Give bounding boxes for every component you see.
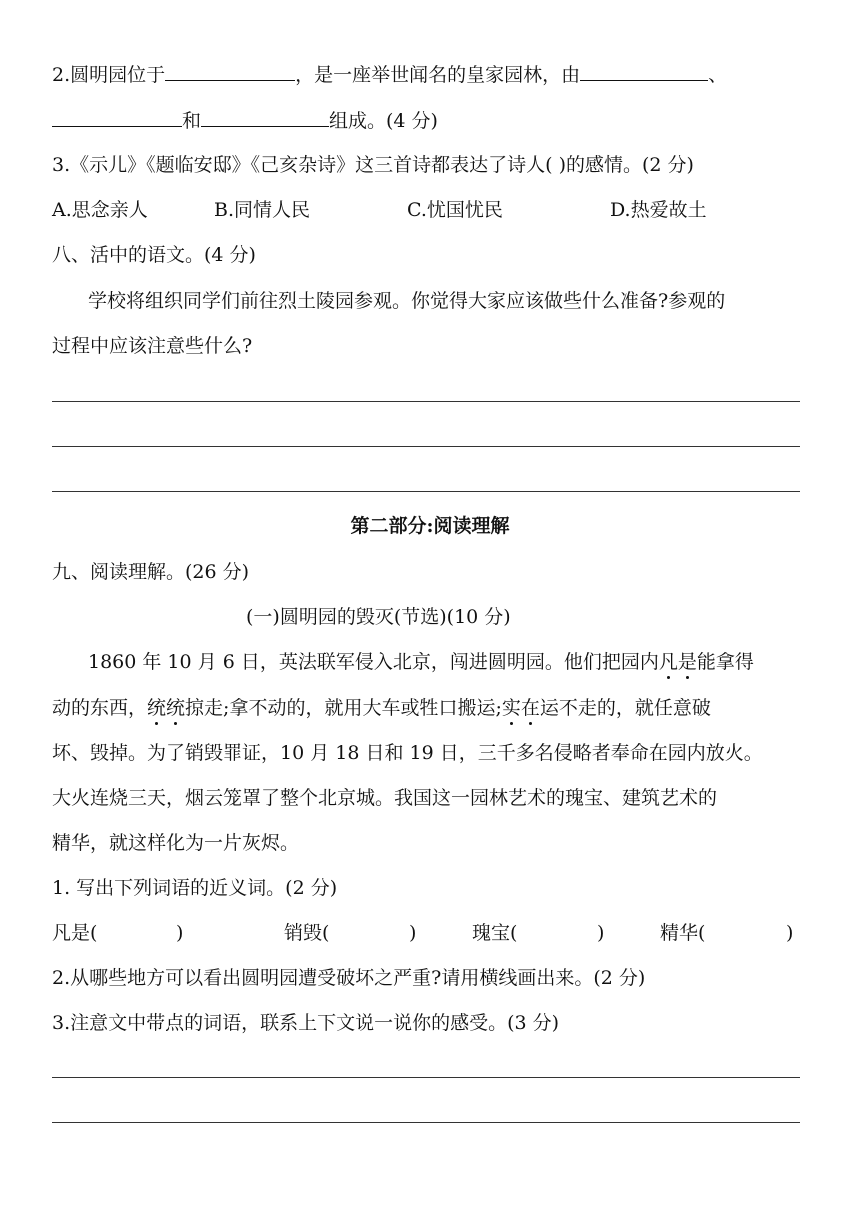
dotted-char: 统 xyxy=(147,697,167,719)
passage-text: 1860 年 10 月 6 日，英法联军侵入北京，闯进圆明园。他们把园内 xyxy=(88,651,659,673)
passage-text: 动的东西， xyxy=(52,697,148,719)
dotted-char: 在 xyxy=(520,697,540,719)
q2-text-3: 、 xyxy=(708,64,728,86)
synonym-close-3: ) xyxy=(597,922,605,944)
q3-option-c[interactable]: C.忧国忧民 xyxy=(407,199,503,221)
answer-blank-location[interactable] xyxy=(165,62,295,81)
q3-reading-question: 3.注意文中带点的词语，联系上下文说一说你的感受。(3 分) xyxy=(52,1012,560,1034)
q2-text-2: ，是一座举世闻名的皇家园林，由 xyxy=(295,64,581,86)
answer-blank-component-3[interactable] xyxy=(201,108,329,127)
part2-title: 第二部分:阅读理解 xyxy=(350,515,510,537)
passage-text: 运不走的，就任意破 xyxy=(539,697,711,719)
answer-blank-component-1[interactable] xyxy=(580,62,708,81)
passage-line-1 xyxy=(88,650,754,674)
dotted-char: 凡 xyxy=(658,651,678,673)
passage-title: (一)圆明园的毁灭(节选)(10 分) xyxy=(246,606,511,628)
dotted-char: 实 xyxy=(501,697,521,719)
synonym-word-2: 销毁( xyxy=(284,922,330,944)
passage-text: 能拿得 xyxy=(696,651,754,673)
q2-text-4: 和 xyxy=(182,110,202,132)
answer-line-3[interactable] xyxy=(52,491,800,492)
q2-text-5: 组成。(4 分) xyxy=(329,110,438,132)
q2-line1 xyxy=(52,62,727,87)
q2-text-1: 2.圆明园位于 xyxy=(52,64,166,86)
answer-line-1[interactable] xyxy=(52,401,800,402)
q2-reading-question: 2.从哪些地方可以看出圆明园遭受破坏之严重?请用横线画出来。(2 分) xyxy=(52,967,646,989)
answer-line-5[interactable] xyxy=(52,1122,800,1123)
passage-line-4: 大火连烧三天，烟云笼罩了整个北京城。我国这一园林艺术的瑰宝、建筑艺术的 xyxy=(52,787,718,809)
passage-text: 掠走;拿不动的，就用大车或牲口搬运; xyxy=(185,697,502,719)
passage-line-3: 坏、毁掉。为了销毁罪证，10 月 18 日和 19 日，三千多名侵略者奉命在园内放火。 xyxy=(52,742,763,764)
passage-line-2 xyxy=(52,696,711,720)
section8-prompt-line2: 过程中应该注意些什么? xyxy=(52,335,253,357)
synonym-close-4: ) xyxy=(786,922,794,944)
q1-title: 1. 写出下列词语的近义词。(2 分) xyxy=(52,877,338,899)
synonym-close-2: ) xyxy=(409,922,417,944)
passage-line-5: 精华，就这样化为一片灰烬。 xyxy=(52,832,300,854)
section9-title: 九、阅读理解。(26 分) xyxy=(52,561,250,583)
synonym-word-1: 凡是( xyxy=(52,922,98,944)
synonym-close-1: ) xyxy=(176,922,184,944)
q3-question: 3.《示儿》《题临安邸》《己亥杂诗》这三首诗都表达了诗人( )的感情。(2 分) xyxy=(52,154,694,176)
answer-blank-component-2[interactable] xyxy=(52,108,182,127)
q3-option-b[interactable]: B.同情人民 xyxy=(214,199,311,221)
q3-option-a[interactable]: A.思念亲人 xyxy=(52,199,148,221)
q3-option-d[interactable]: D.热爱故土 xyxy=(610,199,707,221)
dotted-char: 是 xyxy=(677,651,697,673)
section8-prompt-line1: 学校将组织同学们前往烈土陵园参观。你觉得大家应该做些什么准备?参观的 xyxy=(88,290,726,312)
answer-line-4[interactable] xyxy=(52,1077,800,1078)
section8-title: 八、活中的语文。(4 分) xyxy=(52,244,256,266)
synonym-word-4: 精华( xyxy=(660,922,706,944)
dotted-char: 统 xyxy=(166,697,186,719)
synonym-word-3: 瑰宝( xyxy=(472,922,518,944)
q2-line2 xyxy=(52,108,438,133)
answer-line-2[interactable] xyxy=(52,446,800,447)
